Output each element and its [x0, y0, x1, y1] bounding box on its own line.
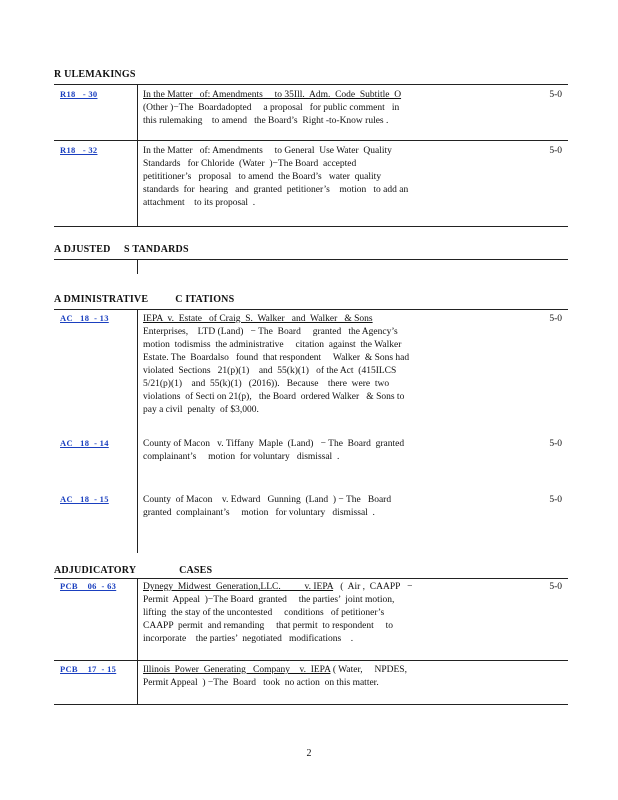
vote-count: 5-0 — [549, 495, 562, 505]
case-text-line: this rulemaking to amend the Board’s Right -to-Know rules . — [143, 116, 389, 126]
vote-count: 5-0 — [549, 146, 562, 156]
case-link[interactable]: AC 18 - 13 — [60, 313, 109, 323]
case-text-line: Standards for Chloride (Water )−The Board accepted — [143, 159, 357, 169]
section-title-adjudicatory-cases: ADJUDICATORY CASES — [54, 565, 213, 576]
case-text-line: complainant’s motion for voluntary dismissal . — [143, 452, 340, 462]
case-title: In the Matter of: Amendments to General Use Water Quality — [143, 146, 392, 156]
case-description — [143, 89, 463, 128]
section-title-administrative-citations: A DMINISTRATIVE C ITATIONS — [54, 294, 235, 305]
column-divider — [137, 84, 138, 140]
case-text-line: violated Sections 21(p)(1) and 55(k)(1) of the Act (415ILCS — [143, 366, 397, 376]
case-description — [143, 664, 463, 690]
row-rule — [54, 140, 568, 141]
case-link[interactable]: PCB 06 - 63 — [60, 581, 117, 591]
case-title: Illinois Power Generating Company v. IEPA — [143, 665, 331, 675]
case-description — [143, 494, 463, 520]
case-link[interactable]: AC 18 - 15 — [60, 494, 109, 504]
column-divider — [137, 140, 138, 226]
case-link[interactable]: R18 - 30 — [60, 89, 98, 99]
column-divider — [137, 660, 138, 704]
case-text-line: granted complainant’s motion for voluntary dismissal . — [143, 508, 375, 518]
case-text-line: standards for hearing and granted petitioner’s motion to add an — [143, 185, 409, 195]
case-text-line: Permit Appeal )−The Board granted the parties’ joint motion, — [143, 595, 395, 605]
case-link[interactable]: PCB 17 - 15 — [60, 664, 117, 674]
column-divider — [137, 259, 138, 274]
case-description — [143, 438, 463, 464]
case-description — [143, 313, 463, 417]
case-text-line: attachment to its proposal . — [143, 198, 256, 208]
case-description — [143, 145, 463, 210]
vote-count: 5-0 — [549, 314, 562, 324]
case-text-line: 5/21(p)(1) and 55(k)(1) (2016)). Because there were two — [143, 379, 390, 389]
case-text-line: County of Macon v. Tiffany Maple (Land) − The Board granted — [143, 439, 405, 449]
row-rule — [54, 660, 568, 661]
case-link[interactable]: R18 - 32 — [60, 145, 98, 155]
section-rule — [54, 259, 568, 260]
case-text-line: Estate. The Boardalso found that respondent Walker & Sons had — [143, 353, 410, 363]
case-text-line: Permit Appeal ) −The Board took no action on this matter. — [143, 678, 379, 688]
vote-count: 5-0 — [549, 90, 562, 100]
case-title: In the Matter of: Amendments to 35Ill. Adm. Code Subtitle O — [143, 90, 402, 100]
case-text-line: (Other )−The Boardadopted a proposal for public comment in — [143, 103, 400, 113]
column-divider — [137, 578, 138, 660]
case-text-line: incorporate the parties’ negotiated modifications . — [143, 634, 354, 644]
column-divider — [137, 309, 138, 553]
case-title-suffix: ( Water, NPDES, — [330, 665, 407, 675]
case-text-line: County of Macon v. Edward Gunning (Land ) − The Board — [143, 495, 392, 505]
case-text-line: Enterprises, LTD (Land) − The Board granted the Agency’s — [143, 327, 398, 337]
case-link[interactable]: AC 18 - 14 — [60, 438, 109, 448]
case-description — [143, 581, 463, 646]
page-number: 2 — [306, 748, 312, 759]
vote-count: 5-0 — [549, 439, 562, 449]
case-title: IEPA v. Estate of Craig S. Walker and Walker & Sons — [143, 314, 373, 324]
case-text-line: CAAPP permit and remanding that permit to respondent to — [143, 621, 394, 631]
section-rule — [54, 309, 568, 310]
case-text-line: motion todismiss the administrative citation against the Walker — [143, 340, 402, 350]
section-title-adjusted-standards: A DJUSTED S TANDARDS — [54, 244, 189, 255]
row-rule — [54, 226, 568, 227]
row-rule — [54, 704, 568, 705]
section-rule — [54, 578, 568, 579]
case-title-suffix: ( Air , CAAPP − — [333, 582, 413, 592]
vote-count: 5-0 — [549, 582, 562, 592]
case-text-line: petititioner’s proposal to amend the Board’s water quality — [143, 172, 382, 182]
section-rule — [54, 84, 568, 85]
case-text-line: lifting the stay of the uncontested conditions of petitioner’s — [143, 608, 385, 618]
case-title: Dynegy Midwest Generation,LLC. v. IEPA — [143, 582, 334, 592]
case-text-line: pay a civil penalty of $3,000. — [143, 405, 259, 415]
case-text-line: violations of Secti on 21(p), the Board ordered Walker & Sons to — [143, 392, 405, 402]
section-title-rulemakings: R ULEMAKINGS — [54, 69, 136, 80]
